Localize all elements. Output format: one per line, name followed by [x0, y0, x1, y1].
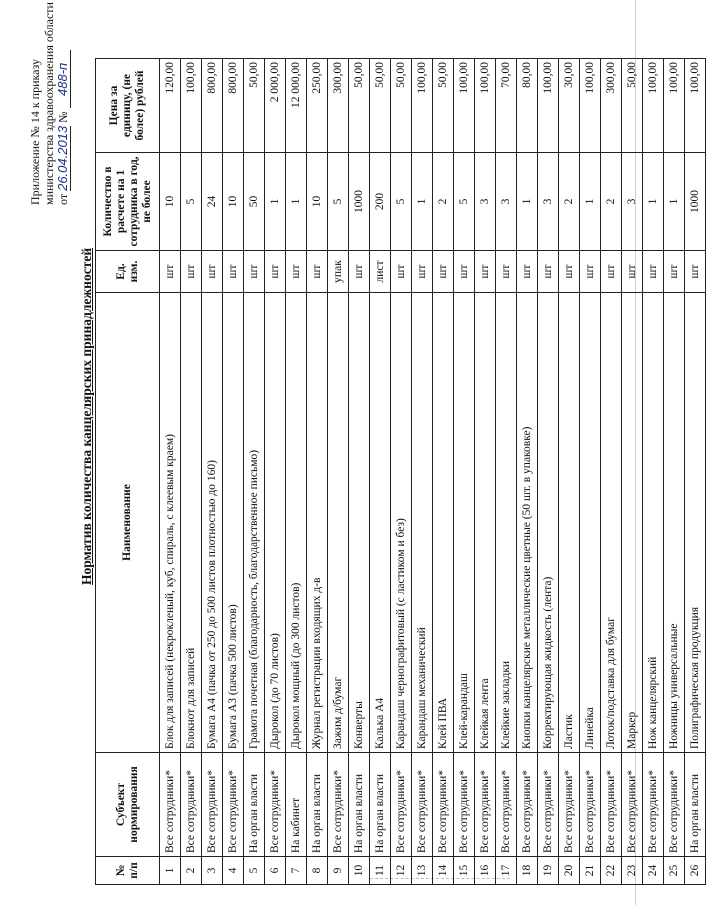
cell-name: Корректирующая жидкость (лента) — [538, 293, 559, 753]
cell-num: 19 — [538, 857, 559, 885]
cell-price: 100,00 — [664, 59, 685, 153]
table-row — [265, 59, 286, 885]
cell-price: 80,00 — [517, 59, 538, 153]
cell-num: 7 — [286, 857, 307, 885]
table-row — [244, 59, 265, 885]
cell-num: 2 — [181, 857, 202, 885]
cell-price: 100,00 — [475, 59, 496, 153]
cell-num: 11 — [370, 857, 391, 885]
table-row — [286, 59, 307, 885]
cell-unit: шт — [559, 251, 580, 293]
cell-qty: 1000 — [685, 153, 706, 251]
cell-subject: Все сотрудники* — [202, 753, 223, 857]
cell-unit: шт — [496, 251, 517, 293]
cell-price: 50,00 — [244, 59, 265, 153]
cell-num: 20 — [559, 857, 580, 885]
cell-qty: 2 — [559, 153, 580, 251]
cell-num: 3 — [202, 857, 223, 885]
cell-subject: Все сотрудники* — [517, 753, 538, 857]
cell-qty: 10 — [223, 153, 244, 251]
cell-subject: Все сотрудники* — [160, 753, 181, 857]
cell-num: 13 — [412, 857, 433, 885]
cell-subject: Все сотрудники* — [454, 753, 475, 857]
cell-subject: На орган власти — [685, 753, 706, 857]
cell-subject: Все сотрудники* — [622, 753, 643, 857]
table-row — [412, 59, 433, 885]
cell-subject: На орган власти — [370, 753, 391, 857]
annotation-number-label: № — [56, 111, 70, 123]
cell-num: 5 — [244, 857, 265, 885]
annotation-line-3 — [56, 5, 71, 205]
cell-name: Калька А4 — [370, 293, 391, 753]
cell-price: 120,00 — [160, 59, 181, 153]
cell-subject: Все сотрудники* — [412, 753, 433, 857]
cell-num: 12 — [391, 857, 412, 885]
header-subject: Субъект нормирования — [96, 753, 160, 857]
cell-qty: 1 — [265, 153, 286, 251]
cell-name: Дырокол мощный (до 300 листов) — [286, 293, 307, 753]
cell-num: 6 — [265, 857, 286, 885]
cell-name: Журнал регистрации входящих д-в — [307, 293, 328, 753]
cell-price: 100,00 — [685, 59, 706, 153]
table-row — [559, 59, 580, 885]
cell-price: 250,00 — [307, 59, 328, 153]
cell-subject: Все сотрудники* — [664, 753, 685, 857]
table-row — [328, 59, 349, 885]
cell-subject: Все сотрудники* — [433, 753, 454, 857]
cell-qty: 5 — [391, 153, 412, 251]
table-row — [643, 59, 664, 885]
cell-name: Линейка — [580, 293, 601, 753]
cell-price: 50,00 — [622, 59, 643, 153]
cell-subject: Все сотрудники* — [181, 753, 202, 857]
cell-price: 70,00 — [496, 59, 517, 153]
cell-num: 4 — [223, 857, 244, 885]
cell-unit: шт — [475, 251, 496, 293]
cell-unit: шт — [580, 251, 601, 293]
cell-name: Конверты — [349, 293, 370, 753]
cell-subject: На кабинет — [286, 753, 307, 857]
order-annotation — [28, 2, 71, 205]
cell-unit: шт — [433, 251, 454, 293]
table-row — [433, 59, 454, 885]
cell-qty: 5 — [181, 153, 202, 251]
cell-unit: шт — [265, 251, 286, 293]
cell-num: 26 — [685, 857, 706, 885]
cell-qty: 2 — [433, 153, 454, 251]
cell-price: 100,00 — [181, 59, 202, 153]
cell-subject: Все сотрудники* — [580, 753, 601, 857]
cell-qty: 1 — [517, 153, 538, 251]
cell-name: Бумага А3 (пачка 500 листов) — [223, 293, 244, 753]
cell-unit: шт — [538, 251, 559, 293]
cell-name: Клей-карандаш — [454, 293, 475, 753]
cell-unit: шт — [685, 251, 706, 293]
cell-unit: шт — [643, 251, 664, 293]
cell-qty: 1 — [286, 153, 307, 251]
cell-qty: 3 — [475, 153, 496, 251]
table-row — [475, 59, 496, 885]
table-row — [685, 59, 706, 885]
cell-unit: шт — [223, 251, 244, 293]
cell-unit: шт — [517, 251, 538, 293]
cell-subject: Все сотрудники* — [328, 753, 349, 857]
cell-subject: Все сотрудники* — [643, 753, 664, 857]
cell-num: 17 — [496, 857, 517, 885]
cell-num: 22 — [601, 857, 622, 885]
cell-price: 100,00 — [538, 59, 559, 153]
table-header-row — [96, 59, 160, 885]
cell-unit: шт — [286, 251, 307, 293]
cell-subject: Все сотрудники* — [223, 753, 244, 857]
cell-subject: На орган власти — [244, 753, 265, 857]
cell-qty: 3 — [622, 153, 643, 251]
cell-qty: 50 — [244, 153, 265, 251]
cell-num: 24 — [643, 857, 664, 885]
cell-num: 15 — [454, 857, 475, 885]
table-row — [454, 59, 475, 885]
table-row — [496, 59, 517, 885]
cell-unit: шт — [454, 251, 475, 293]
cell-name: Кнопки канцелярские металлические цветные (50 шт. в упаковке) — [517, 293, 538, 753]
header-price: Цена за единицу, (не более) рублей — [96, 59, 160, 153]
cell-qty: 1 — [580, 153, 601, 251]
cell-subject: Все сотрудники* — [601, 753, 622, 857]
cell-unit: шт — [307, 251, 328, 293]
cell-price: 2 000,00 — [265, 59, 286, 153]
cell-unit: лист — [370, 251, 391, 293]
annotation-number: 488-п — [56, 50, 71, 108]
cell-name: Карандаш механический — [412, 293, 433, 753]
cell-qty: 1 — [643, 153, 664, 251]
cell-unit: шт — [412, 251, 433, 293]
cell-price: 100,00 — [454, 59, 475, 153]
cell-num: 9 — [328, 857, 349, 885]
cell-unit: шт — [244, 251, 265, 293]
cell-name: Ластик — [559, 293, 580, 753]
cell-qty: 3 — [538, 153, 559, 251]
cell-name: Клей ПВА — [433, 293, 454, 753]
cell-name: Блокнот для записей — [181, 293, 202, 753]
cell-unit: шт — [202, 251, 223, 293]
cell-unit: шт — [160, 251, 181, 293]
cell-unit: шт — [349, 251, 370, 293]
cell-name: Полиграфическая продукция — [685, 293, 706, 753]
header-num: № п/п — [96, 857, 160, 885]
cell-name: Лоток/подставка для бумаг — [601, 293, 622, 753]
cell-name: Бумага А4 (пачка от 250 до 500 листов плотностью до 160) — [202, 293, 223, 753]
cell-unit: шт — [622, 251, 643, 293]
cell-price: 50,00 — [349, 59, 370, 153]
annotation-line-2: министерства здравоохранения области — [42, 2, 56, 205]
cell-qty: 10 — [160, 153, 181, 251]
cell-qty: 1 — [664, 153, 685, 251]
table-row — [370, 59, 391, 885]
cell-num: 18 — [517, 857, 538, 885]
cell-subject: На орган власти — [349, 753, 370, 857]
cell-name: Клейкая лента — [475, 293, 496, 753]
cell-qty: 24 — [202, 153, 223, 251]
cell-subject: Все сотрудники* — [496, 753, 517, 857]
cell-num: 14 — [433, 857, 454, 885]
cell-qty: 200 — [370, 153, 391, 251]
cell-subject: Все сотрудники* — [265, 753, 286, 857]
page-title: Норматив количества канцелярских принадлежностей — [79, 247, 94, 585]
table-row — [160, 59, 181, 885]
cell-num: 21 — [580, 857, 601, 885]
cell-name: Дырокол (до 70 листов) — [265, 293, 286, 753]
cell-name: Клейкие закладки — [496, 293, 517, 753]
cell-subject: Все сотрудники* — [475, 753, 496, 857]
cell-price: 50,00 — [370, 59, 391, 153]
table-row — [391, 59, 412, 885]
cell-name: Грамота почетная (благодарность, благодарственное письмо) — [244, 293, 265, 753]
table-row — [622, 59, 643, 885]
header-unit: Ед. изм. — [96, 251, 160, 293]
header-qty: Количество в расчете на 1 сотрудника в год, не более — [96, 153, 160, 251]
cell-qty: 2 — [601, 153, 622, 251]
cell-price: 50,00 — [433, 59, 454, 153]
cell-num: 16 — [475, 857, 496, 885]
cell-unit: шт — [181, 251, 202, 293]
cell-num: 10 — [349, 857, 370, 885]
table-row — [664, 59, 685, 885]
cell-price: 800,00 — [223, 59, 244, 153]
cell-unit: шт — [601, 251, 622, 293]
table-row — [601, 59, 622, 885]
cell-qty: 5 — [454, 153, 475, 251]
cell-num: 25 — [664, 857, 685, 885]
cell-subject: На орган власти — [307, 753, 328, 857]
cell-num: 23 — [622, 857, 643, 885]
table-body — [160, 59, 706, 885]
cell-qty: 3 — [496, 153, 517, 251]
cell-price: 30,00 — [559, 59, 580, 153]
cell-qty: 5 — [328, 153, 349, 251]
table-row — [223, 59, 244, 885]
cell-subject: Все сотрудники* — [559, 753, 580, 857]
table-row — [517, 59, 538, 885]
cell-name: Маркер — [622, 293, 643, 753]
table-row — [349, 59, 370, 885]
cell-price: 300,00 — [328, 59, 349, 153]
table-row — [202, 59, 223, 885]
cell-subject: Все сотрудники* — [538, 753, 559, 857]
cell-num: 1 — [160, 857, 181, 885]
cell-unit: упак — [328, 251, 349, 293]
cell-price: 50,00 — [391, 59, 412, 153]
cell-price: 300,00 — [601, 59, 622, 153]
header-name: Наименование — [96, 293, 160, 753]
cell-subject: Все сотрудники* — [391, 753, 412, 857]
cell-price: 800,00 — [202, 59, 223, 153]
cell-name: Зажим д/бумаг — [328, 293, 349, 753]
cell-num: 8 — [307, 857, 328, 885]
cell-qty: 10 — [307, 153, 328, 251]
cell-qty: 1 — [412, 153, 433, 251]
cell-name: Карандаш чернографитовый (с ластиком и без) — [391, 293, 412, 753]
cell-unit: шт — [391, 251, 412, 293]
table-row — [580, 59, 601, 885]
annotation-from-label: от — [56, 193, 70, 205]
cell-name: Ножницы универсальные — [664, 293, 685, 753]
cell-name: Нож канцелярский — [643, 293, 664, 753]
table-row — [307, 59, 328, 885]
cell-price: 12 000,00 — [286, 59, 307, 153]
annotation-line-1: Приложение № 14 к приказу — [28, 59, 42, 205]
table-row — [181, 59, 202, 885]
norms-table — [95, 58, 706, 885]
cell-qty: 1000 — [349, 153, 370, 251]
cell-name: Блок для записей (некрокленый, куб, спираль, с клеевым краем) — [160, 293, 181, 753]
table-row — [538, 59, 559, 885]
cell-price: 100,00 — [580, 59, 601, 153]
cell-price: 100,00 — [412, 59, 433, 153]
cell-price: 100,00 — [643, 59, 664, 153]
annotation-date: 26.04.2013 — [55, 125, 70, 191]
cell-unit: шт — [664, 251, 685, 293]
